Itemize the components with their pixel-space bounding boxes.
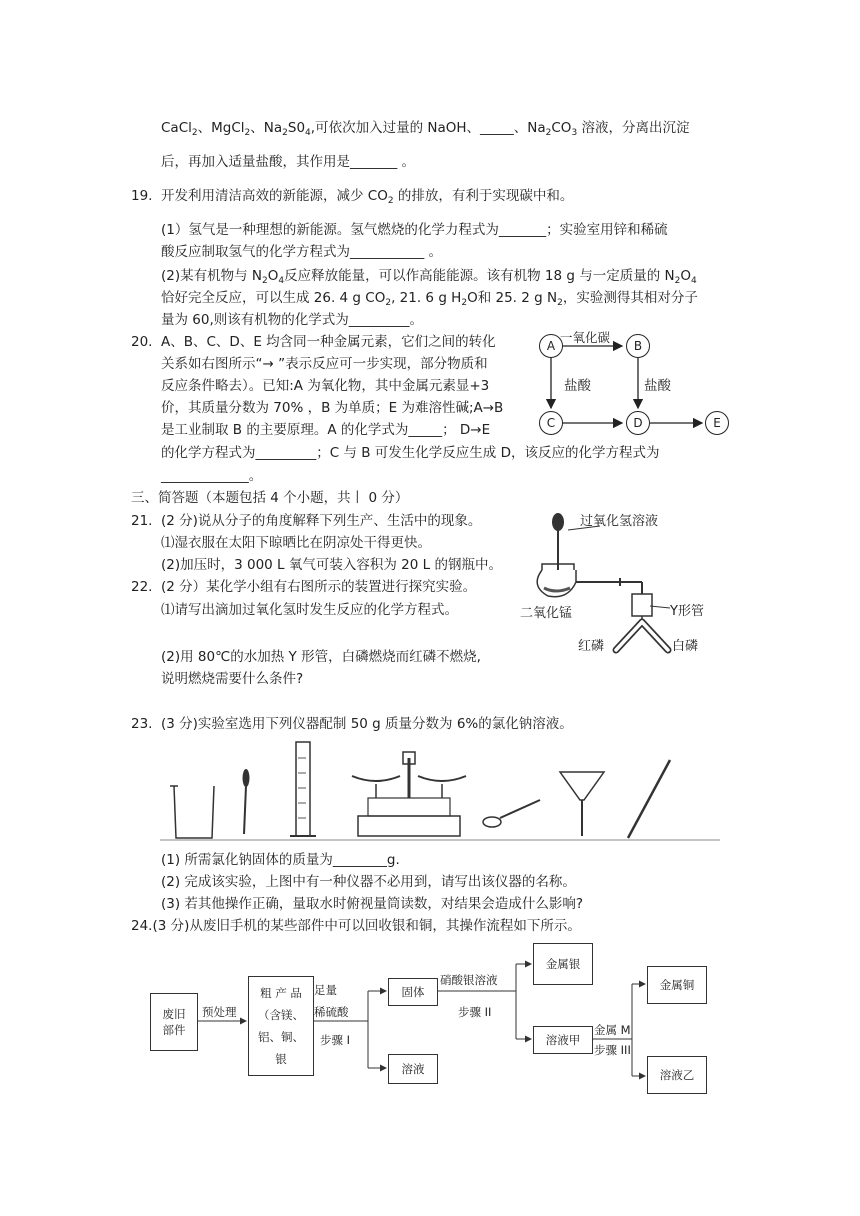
- node-e: E: [705, 411, 729, 435]
- q21-stem: (2 分)说从分子的角度解释下列生产、生活中的现象。: [161, 513, 482, 529]
- label-mno2: 二氧化锰: [520, 606, 573, 621]
- label-excess: 足量: [314, 983, 337, 997]
- label-pretreat: 预处理: [202, 1005, 237, 1019]
- q20-line-a: A、B、C、D、E 均含同一种金属元素，它们之间的转化: [161, 334, 496, 350]
- q22-apparatus: [520, 508, 720, 668]
- label-step-2: 步骤 II: [458, 1005, 492, 1019]
- q19-stem: 开发利用清洁高效的新能源，减少 $CO_2$ 的排放，有利于实现碳中和。: [161, 188, 574, 206]
- q19-2-line-b: 恰好完全反应，可以生成 26. 4 g $CO_2$, 21. 6 g $H_2O$和 25. 2 g $N_2$，实验测得其相对分子: [161, 290, 698, 308]
- node-c: C: [539, 411, 563, 435]
- box-solution-b: 溶液乙: [647, 1056, 707, 1094]
- node-d: D: [626, 411, 650, 435]
- box-solution: 溶液: [388, 1054, 438, 1084]
- q20-number: 20.: [131, 334, 153, 350]
- glass-rod-icon: [628, 760, 670, 838]
- q20-line-b: 关系如右图所示“→ ”表示反应可一步实现，部分物质和: [161, 356, 488, 372]
- box-silver: 金属银: [533, 943, 593, 985]
- box-solution-a: 溶液甲: [533, 1026, 593, 1054]
- q22-stem: (2 分）某化学小组有右图所示的装置进行探究实验。: [161, 579, 477, 595]
- q23-1: (1) 所需氯化钠固体的质量为________g.: [161, 852, 400, 868]
- q19-1-line-a: (1）氢气是一种理想的新能源。氢气燃烧的化学力程式为_______；实验室用锌和稀硫: [161, 222, 668, 238]
- node-b: B: [626, 334, 650, 358]
- funnel-icon: [560, 772, 604, 836]
- q22-1: ⑴请写出滴加过氧化氢时发生反应的化学方程式。: [161, 602, 458, 618]
- q21-2: (2)加压时，3 000 L 氧气可装入容积为 20 L 的钢瓶中。: [161, 557, 502, 573]
- q23-3: (3) 若其他操作正确，量取水时俯视量筒读数，对结果会造成什么影响?: [161, 896, 584, 912]
- label-step-1: 步骤 I: [320, 1033, 351, 1047]
- box-solid: 固体: [388, 978, 438, 1006]
- q20-line-c: 反应条件略去）。已知:A 为氧化物，其中金属元素显+3: [161, 378, 490, 394]
- label-co: 一氧化碳: [560, 330, 611, 345]
- label-hcl-right: 盐酸: [644, 378, 671, 394]
- q20-line-d: 价，其质量分数为 70% ，B 为单质；E 为难溶性碱;A→B: [161, 400, 504, 416]
- q20-line-g: _____________。: [161, 468, 263, 484]
- box-waste-parts: 废旧 部件: [150, 993, 198, 1051]
- graduated-cylinder-icon: [296, 742, 310, 836]
- q24-stem: 24.(3 分)从废旧手机的某些部件中可以回收银和铜，其操作流程如下所示。: [131, 918, 581, 934]
- balance-icon: [352, 752, 466, 836]
- box-copper: 金属铜: [647, 966, 707, 1004]
- q19-1-line-b: 酸反应制取氢气的化学方程式为___________ 。: [161, 244, 443, 260]
- box-crude-product: 粗 产 品 （含镁、 铝、铜、 银: [248, 976, 314, 1076]
- q23-2: (2) 完成该实验，上图中有一种仪器不必用到，请写出该仪器的名称。: [161, 874, 576, 890]
- section-3-title: 三、简答题（本题包括 4 个小题，共丨 0 分）: [131, 490, 409, 506]
- q21-1: ⑴湿衣服在太阳下晾晒比在阴凉处干得更快。: [161, 535, 431, 551]
- q23-number: 23.: [131, 716, 153, 732]
- q20-conversion-diagram: [530, 330, 740, 440]
- q22-number: 22.: [131, 579, 153, 595]
- label-white-phosphorus: 白磷: [672, 639, 699, 654]
- instruments-drawing: [160, 738, 720, 844]
- dropper-icon: [243, 769, 250, 787]
- beaker-icon: [174, 786, 214, 838]
- q23-stem: (3 分)实验室选用下列仪器配制 50 g 质量分数为 6%的氯化钠溶液。: [161, 716, 573, 732]
- label-dilute-h2so4: 稀硫酸: [314, 1005, 349, 1019]
- spatula-icon: [483, 800, 540, 827]
- node-a: A: [539, 334, 563, 358]
- q22-2b: 说明燃烧需要什么条件?: [161, 671, 304, 687]
- q20-line-f: 的化学方程式为_________；C 与 B 可发生化学反应生成 D，该反应的化学方程式为: [161, 445, 660, 461]
- line-acid-purpose: 后，再加入适量盐酸，其作用是_______ 。: [161, 154, 416, 170]
- q22-2a: (2)用 80℃的水加热 Y 形管，白磷燃烧而红磷不燃烧,: [161, 649, 481, 665]
- label-metal-m: 金属 M: [594, 1023, 631, 1037]
- label-agno3: 硝酸银溶液: [440, 973, 498, 987]
- label-y-tube: Y形管: [670, 604, 704, 619]
- label-hcl-left: 盐酸: [564, 378, 591, 394]
- label-h2o2: 过氧化氢溶液: [580, 514, 659, 529]
- q19-2-line-c: 量为 60,则该有机物的化学式为_________。: [161, 312, 424, 328]
- label-red-phosphorus: 红磷: [578, 639, 605, 654]
- q21-number: 21.: [131, 513, 153, 529]
- line-nacl-purify: CaCl$_2$、MgCl$_2$、$Na_2S0_4$,可依次加入过量的 NaOH、_____、$Na_2CO_3$ 溶液，分离出沉淀: [161, 120, 690, 138]
- q19-2-line-a: (2)某有机物与 $N_2O_4$反应释放能量，可以作高能能源。该有机物 18 g 与一定质量的 $N_2O_4$: [161, 268, 697, 286]
- q23-instruments: [160, 738, 720, 844]
- q20-line-e: 是工业制取 B 的主要原理。A 的化学式为_____； D→E: [161, 422, 491, 438]
- q24-flowchart: [140, 936, 730, 1096]
- q19-number: 19.: [131, 188, 153, 204]
- label-step-3: 步骤 III: [594, 1043, 631, 1057]
